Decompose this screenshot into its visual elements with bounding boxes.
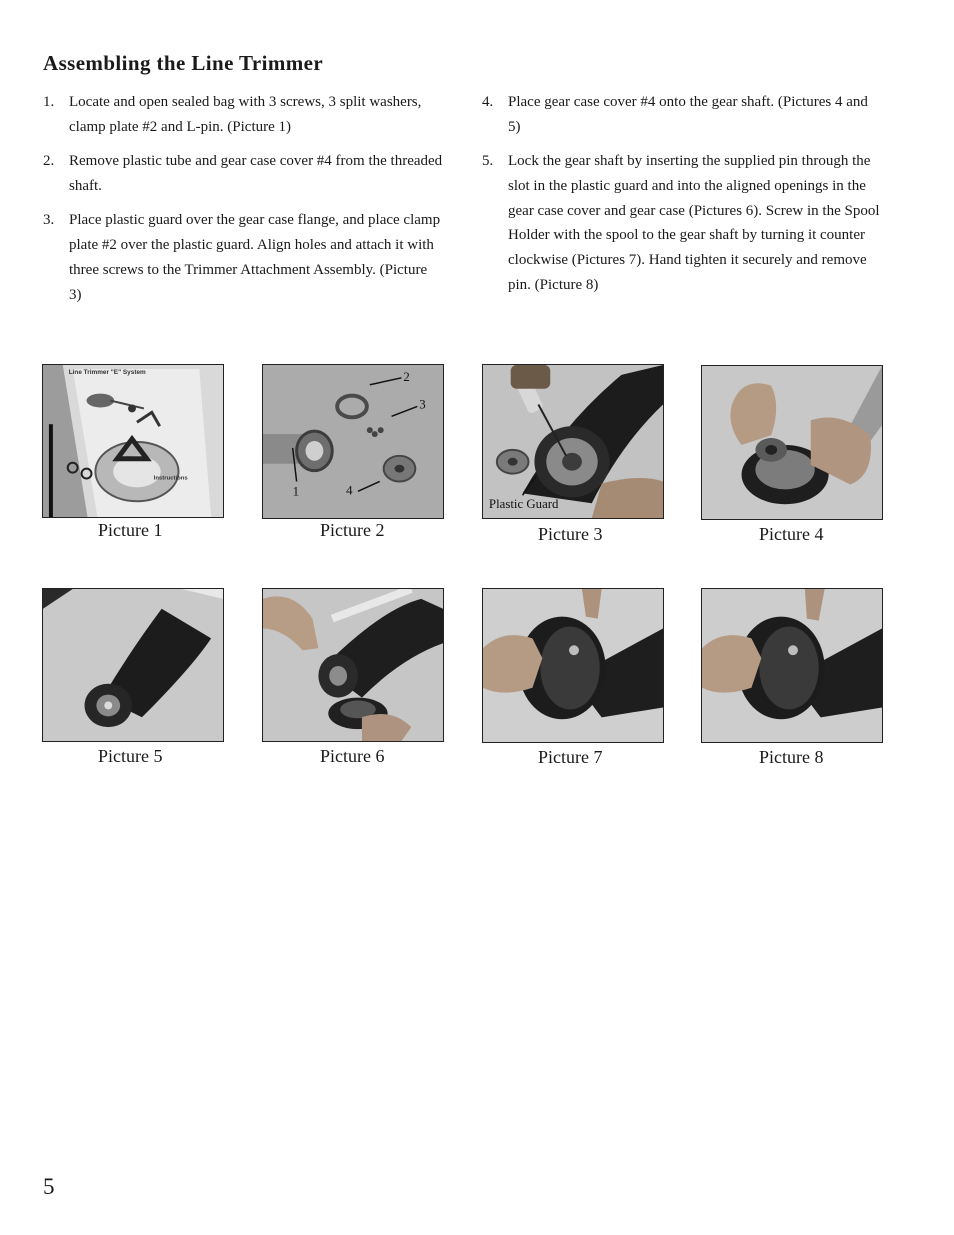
step-text: Place gear case cover #4 onto the gear shaft. (Pictures 4 and 5) bbox=[508, 94, 868, 135]
step-number: 3. bbox=[43, 212, 55, 229]
spool-tighten-photo bbox=[701, 588, 883, 743]
steps-right-column bbox=[482, 90, 882, 307]
step-item bbox=[43, 208, 443, 307]
step-text: Remove plastic tube and gear case cover #4 from the threaded shaft. bbox=[69, 153, 443, 194]
hands-gear-cover-photo bbox=[701, 365, 883, 520]
manual-parts-photo bbox=[42, 364, 224, 518]
pin-spool-photo bbox=[262, 588, 444, 742]
parts-layout-photo bbox=[262, 364, 444, 519]
page-number: 5 bbox=[43, 1174, 55, 1199]
picture-caption: Picture 6 bbox=[320, 746, 385, 766]
page-title: Assembling the Line Trimmer bbox=[43, 51, 324, 75]
callout-3: 3 bbox=[419, 397, 426, 412]
step-number: 1. bbox=[43, 94, 55, 110]
step-item bbox=[482, 149, 882, 298]
step-item bbox=[43, 149, 443, 199]
manual-header-text: Line Trimmer "E" System bbox=[68, 368, 146, 376]
picture-caption: Picture 2 bbox=[320, 520, 385, 540]
screwdriver-guard-photo bbox=[482, 364, 664, 519]
picture-caption: Picture 3 bbox=[538, 524, 603, 544]
step-text: Lock the gear shaft by inserting the supplied pin through the slot in the plastic guard and into the aligned openings in the gear case cover and gear case (Pictures 6). Screw in the Spool Holder with the spool to the gear shaft by turning it counter clockwise (Pictures 7). Hand tighten it securely and remove pin. (Picture 8) bbox=[508, 153, 880, 294]
picture-caption: Picture 1 bbox=[98, 520, 163, 540]
picture-caption: Picture 4 bbox=[759, 524, 824, 544]
steps-left-column bbox=[43, 90, 443, 317]
manual-footer-text: Instructions bbox=[153, 475, 188, 482]
picture-caption: Picture 7 bbox=[538, 747, 603, 767]
gear-case-photo bbox=[42, 588, 224, 742]
step-number: 5. bbox=[482, 153, 494, 170]
step-text: Locate and open sealed bag with 3 screws, 3 split washers, clamp plate #2 and L-pin. (Picture 1) bbox=[69, 94, 422, 135]
callout-2: 2 bbox=[403, 369, 410, 384]
step-number: 2. bbox=[43, 153, 55, 170]
step-number: 4. bbox=[482, 94, 494, 110]
callout-4: 4 bbox=[346, 483, 353, 498]
step-item bbox=[43, 90, 443, 140]
step-item bbox=[482, 90, 882, 140]
step-text: Place plastic guard over the gear case flange, and place clamp plate #2 over the plastic guard. Align holes and attach it with three screws to the Trimmer Attachment Assembly. (Picture 3) bbox=[69, 212, 441, 303]
plastic-guard-label: Plastic Guard bbox=[488, 497, 559, 512]
callout-1: 1 bbox=[292, 484, 300, 499]
picture-caption: Picture 8 bbox=[759, 747, 824, 767]
spool-install-photo bbox=[482, 588, 664, 743]
picture-caption: Picture 5 bbox=[98, 746, 163, 766]
